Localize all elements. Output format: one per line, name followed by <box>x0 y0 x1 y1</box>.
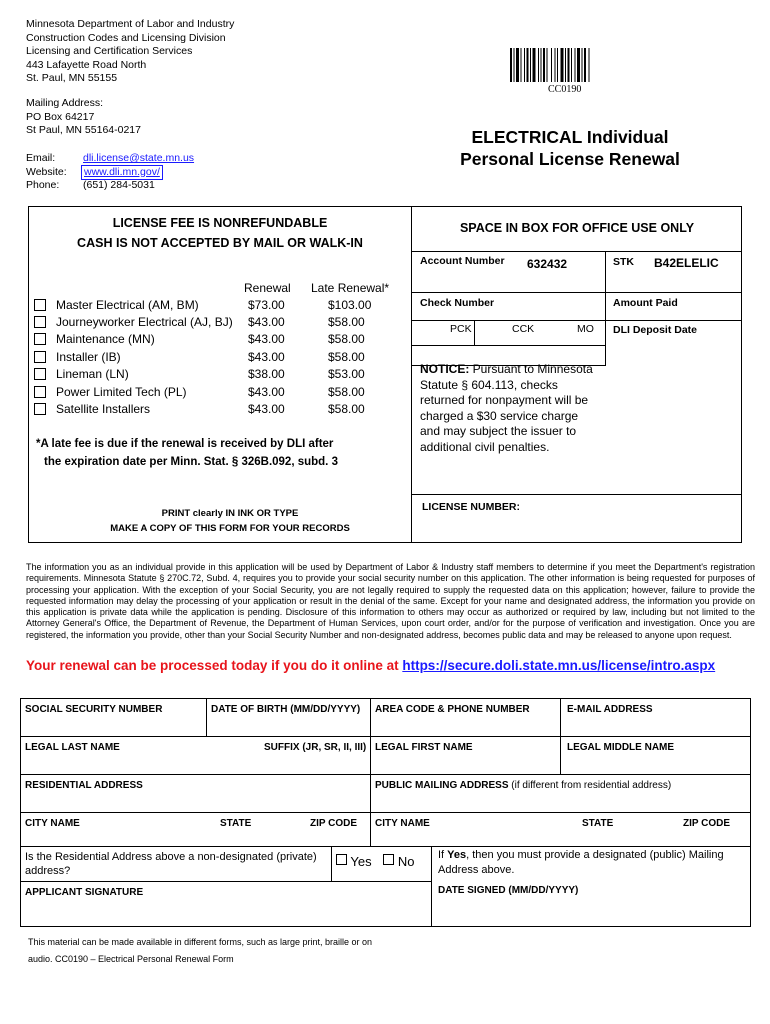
fee-late: $58.00 <box>328 332 365 346</box>
fee-name: Master Electrical (AM, BM) <box>56 298 199 312</box>
last-name-field-label: LEGAL LAST NAME <box>25 742 120 753</box>
fee-late: $58.00 <box>328 315 365 329</box>
pck-divider <box>474 320 475 345</box>
zip-field-label: ZIP CODE <box>310 818 358 829</box>
city-field-label: CITY NAME <box>375 818 430 829</box>
print-clearly: PRINT clearly IN INK OR TYPE <box>161 508 299 519</box>
zip-field-label: ZIP CODE <box>683 818 731 829</box>
phone-value: (651) 284-5031 <box>83 179 155 191</box>
title-line: Personal License Renewal <box>460 149 680 169</box>
agency-line: Construction Codes and Licensing Division <box>26 31 226 44</box>
fee-renewal: $43.00 <box>248 385 285 399</box>
agency-address <box>26 18 234 86</box>
form-rule <box>20 774 751 775</box>
fee-row-installer <box>34 350 404 367</box>
if-yes-post: , then you must provide a designated (public) Mailing Address above. <box>438 849 724 876</box>
barcode-image <box>510 48 626 82</box>
fee-headings <box>30 213 410 253</box>
fee-renewal: $73.00 <box>248 298 285 312</box>
first-name-field-label: LEGAL FIRST NAME <box>375 742 473 753</box>
nonrefundable-heading: LICENSE FEE IS NONREFUNDABLE <box>112 216 328 230</box>
fee-name: Satellite Installers <box>56 402 151 416</box>
agency-line: Licensing and Certification Services <box>26 45 193 57</box>
yes-checkbox[interactable] <box>336 854 347 865</box>
yes-no-options <box>336 854 414 869</box>
public-address-note: (if different from residential address) <box>508 780 672 791</box>
form-col-divider <box>370 698 371 846</box>
returned-check-notice <box>420 362 600 455</box>
website-label: Website: <box>26 165 67 178</box>
suffix-field-label: SUFFIX (JR, SR, II, III) <box>264 742 367 753</box>
fee-name: Journeyworker Electrical (AJ, BJ) <box>56 315 233 329</box>
email-label: Email: <box>26 152 56 164</box>
master-checkbox[interactable] <box>34 299 46 311</box>
late-note-line: the expiration date per Minn. Stat. § 326B.092, subd. 3 <box>44 456 338 468</box>
form-col-divider <box>431 846 432 927</box>
notice-label: NOTICE: <box>420 362 470 376</box>
deposit-date-label: DLI Deposit Date <box>613 324 698 336</box>
agency-line: 443 Lafayette Road North <box>26 58 147 71</box>
privacy-notice: The information you as an individual provide in this application will be used by Department of Labor & Industry staff members to determine if you meet the Department's registration requirements. Minnesota Statute § 270C.72, Subd. 4, requires you to provide your social security number on this application. The other information is being requested for purposes of processing your application. With the exception of your Social Security, you are not legally required to supply the requested data on this application; however, failure to provide the requested information may delay the processing of your application or result in the denial of the same. Except for your name and designated address, the information you provide on this application is private data while the application is pending. Disclosure of this information to others may occur as authorized or required by law, including but not limited to the Attorney General's Office, the Department of Revenue, the Department of Human Services, upon court order, and/or for the purpose of verification and investigation. Once you are registered, the information you provide, other than your Social Security Number and non-designated address, becomes public data and may be released to anyone upon request. <box>26 562 755 640</box>
form-col-divider <box>206 698 207 736</box>
col-renewal: Renewal <box>244 281 291 295</box>
ssn-field-label: SOCIAL SECURITY NUMBER <box>25 704 163 715</box>
footer-line: audio. CC0190 – Electrical Personal Renewal Form <box>28 954 234 964</box>
form-rule <box>20 812 751 813</box>
fee-late: $58.00 <box>328 350 365 364</box>
pck-label: PCK <box>450 323 472 335</box>
office-col-divider <box>605 251 606 365</box>
footer-note <box>28 934 372 968</box>
mailing-line: Mailing Address: <box>26 97 104 109</box>
fee-renewal: $43.00 <box>248 402 285 416</box>
license-number-label: LICENSE NUMBER: <box>422 501 521 513</box>
date-signed-field-label: DATE SIGNED (MM/DD/YYYY) <box>438 885 579 896</box>
form-rule <box>20 881 431 882</box>
make-copy: MAKE A COPY OF THIS FORM FOR YOUR RECORDS <box>110 523 350 534</box>
fee-row-satellite <box>34 402 404 419</box>
if-yes-instruction <box>438 848 743 878</box>
online-renewal-link[interactable]: https://secure.doli.state.mn.us/license/intro.aspx <box>402 658 716 673</box>
col-late-renewal: Late Renewal* <box>311 281 390 295</box>
form-title <box>420 126 720 170</box>
amount-paid-label: Amount Paid <box>613 297 678 309</box>
late-fee-note <box>36 435 338 471</box>
fee-late: $103.00 <box>328 298 372 312</box>
stk-value: B42ELELIC <box>654 256 719 270</box>
account-label: Account Number <box>420 255 505 267</box>
office-rule <box>411 251 742 252</box>
no-label: No <box>397 854 415 869</box>
fee-name: Power Limited Tech (PL) <box>56 385 187 399</box>
signature-field-label: APPLICANT SIGNATURE <box>25 887 144 898</box>
fee-name: Maintenance (MN) <box>56 332 155 346</box>
if-yes-pre: If <box>438 849 448 861</box>
website-link[interactable]: www.dli.mn.gov/ <box>81 165 163 181</box>
public-address-label <box>375 780 671 791</box>
fee-row-power-limited <box>34 385 404 402</box>
fee-late: $58.00 <box>328 402 365 416</box>
fee-row-master <box>34 298 404 315</box>
form-rule <box>20 736 751 737</box>
online-renewal-text: Your renewal can be processed today if you do it online at <box>26 658 403 673</box>
fee-late: $58.00 <box>328 385 365 399</box>
fee-renewal: $43.00 <box>248 315 285 329</box>
fee-renewal: $43.00 <box>248 350 285 364</box>
yes-label: Yes <box>350 854 372 869</box>
form-rule <box>20 846 751 847</box>
installer-checkbox[interactable] <box>34 351 46 363</box>
check-number-label: Check Number <box>420 297 495 309</box>
office-rule <box>411 494 742 495</box>
agency-line: Minnesota Department of Labor and Industry <box>26 18 235 30</box>
late-note-line: *A late fee is due if the renewal is received by DLI after <box>36 438 334 450</box>
form-col-divider <box>560 698 561 774</box>
box-divider <box>411 206 412 543</box>
fee-renewal: $38.00 <box>248 367 285 381</box>
dob-field-label: DATE OF BIRTH (MM/DD/YYYY) <box>211 704 361 715</box>
lineman-checkbox[interactable] <box>34 368 46 380</box>
no-checkbox[interactable] <box>383 854 394 865</box>
journeyworker-checkbox[interactable] <box>34 316 46 328</box>
print-note <box>100 506 360 536</box>
notice-text: Pursuant to Minnesota Statute § 604.113, checks returned for nonpayment will be charged a $30 service charge and may subject the issuer to additional civil penalties. <box>420 362 593 454</box>
fee-row-journeyworker <box>34 315 404 332</box>
fee-row-maintenance <box>34 332 404 349</box>
footer-line: This material can be made available in different forms, such as large print, braille or on <box>28 937 373 947</box>
cck-label: CCK <box>512 323 535 335</box>
title-line: ELECTRICAL Individual <box>471 127 669 147</box>
city-field-label: CITY NAME <box>25 818 80 829</box>
mo-label: MO <box>577 323 594 335</box>
fee-row-lineman <box>34 367 404 384</box>
email-field-label: E-MAIL ADDRESS <box>567 704 653 715</box>
form-col-divider <box>331 846 332 881</box>
public-address-text: PUBLIC MAILING ADDRESS <box>375 780 509 791</box>
phone-field-label: AREA CODE & PHONE NUMBER <box>375 704 530 715</box>
residential-address-label: RESIDENTIAL ADDRESS <box>25 780 143 791</box>
office-rule <box>411 320 742 321</box>
online-renewal-notice <box>26 658 715 673</box>
maintenance-checkbox[interactable] <box>34 333 46 345</box>
office-heading: SPACE IN BOX FOR OFFICE USE ONLY <box>459 221 695 235</box>
fee-name: Installer (IB) <box>56 350 121 364</box>
fee-renewal: $43.00 <box>248 332 285 346</box>
barcode-code: CC0190 <box>548 84 582 95</box>
fee-late: $53.00 <box>328 367 365 381</box>
mailing-line: PO Box 64217 <box>26 110 95 123</box>
nondesignated-question: Is the Residential Address above a non-designated (private) address? <box>25 851 317 877</box>
state-field-label: STATE <box>582 818 614 829</box>
mailing-address <box>26 97 141 138</box>
office-rule <box>411 345 606 346</box>
cash-heading: CASH IS NOT ACCEPTED BY MAIL OR WALK-IN <box>77 236 363 250</box>
contact-block <box>26 152 286 193</box>
phone-label: Phone: <box>26 179 60 191</box>
email-link[interactable]: dli.license@state.mn.us <box>83 152 195 164</box>
fee-name: Lineman (LN) <box>56 367 129 381</box>
satellite-checkbox[interactable] <box>34 403 46 415</box>
agency-line: St. Paul, MN 55155 <box>26 72 118 84</box>
account-value: 632432 <box>527 257 568 271</box>
state-field-label: STATE <box>220 818 252 829</box>
if-yes-bold: Yes <box>447 849 467 861</box>
mailing-line: St Paul, MN 55164-0217 <box>26 124 141 136</box>
middle-name-field-label: LEGAL MIDDLE NAME <box>567 742 675 753</box>
office-rule <box>411 292 742 293</box>
power-limited-checkbox[interactable] <box>34 386 46 398</box>
stk-label: STK <box>613 256 634 268</box>
